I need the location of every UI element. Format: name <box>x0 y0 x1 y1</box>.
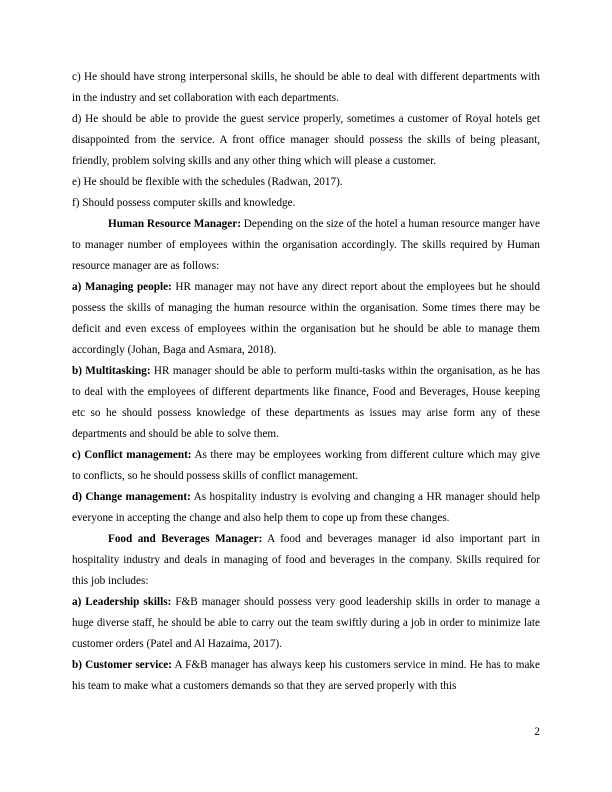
item-heading: d) Change management: <box>72 491 191 503</box>
paragraph-text: HR manager should be able to perform multi-tasks within the organisation, as he has to deal with the employees of different departments like finance, Food and Beverages, House keeping etc so he should possess knowledge of these departments as issues may arise form any of these departments and should be able to solve them. <box>72 365 540 440</box>
item-heading: c) Conflict management: <box>72 449 192 461</box>
item-heading: b) Multitasking: <box>72 365 151 377</box>
paragraph-text: As there may be employees working from different culture which may give to conflicts, so he should possess skills of conflict management. <box>72 449 540 482</box>
paragraph-text: d) He should be able to provide the guest service properly, sometimes a customer of Royal hotels get disappointed from the service. A front office manager should possess the skills of being pleasant, friendly, problem solving skills and any other thing which will please a customer. <box>72 113 540 167</box>
paragraph-d-guest-service <box>72 109 540 172</box>
paragraph-managing-people <box>72 277 540 361</box>
paragraph-f-computer-skills <box>72 193 540 214</box>
paragraph-change-management <box>72 487 540 529</box>
paragraph-text: As hospitality industry is evolving and changing a HR manager should help everyone in accepting the change and also help them to cope up from these changes. <box>72 491 540 524</box>
paragraph-e-flexible <box>72 172 540 193</box>
paragraph-conflict-management <box>72 445 540 487</box>
paragraph-text: A food and beverages manager id also important part in hospitality industry and deals in managing of food and beverages in the company. Skills required for this job includes: <box>72 533 540 587</box>
paragraph-hr-manager <box>72 214 540 277</box>
paragraph-text: Depending on the size of the hotel a human resource manger have to manager number of employees within the organisation accordingly. The skills required by Human resource manager are as follows: <box>72 218 540 272</box>
paragraph-text: c) He should have strong interpersonal skills, he should be able to deal with different departments with in the industry and set collaboration with each departments. <box>72 71 540 104</box>
body-text <box>72 67 540 697</box>
item-heading: a) Managing people: <box>72 281 172 293</box>
item-heading: b) Customer service: <box>72 659 172 671</box>
paragraph-text: f) Should possess computer skills and knowledge. <box>72 197 296 209</box>
section-heading: Human Resource Manager: <box>108 218 241 230</box>
section-heading: Food and Beverages Manager: <box>108 533 263 545</box>
page-number: 2 <box>534 726 540 738</box>
item-heading: a) Leadership skills: <box>72 596 172 608</box>
paragraph-leadership-skills <box>72 592 540 655</box>
paragraph-multitasking <box>72 361 540 445</box>
paragraph-text: e) He should be flexible with the schedules (Radwan, 2017). <box>72 176 343 188</box>
paragraph-fb-manager <box>72 529 540 592</box>
paragraph-text: F&B manager should possess very good leadership skills in order to manage a huge diverse staff, he should be able to carry out the team swiftly during a job in order to minimize late customer orders (Patel and Al Hazaima, 2017). <box>72 596 540 650</box>
paragraph-text: HR manager may not have any direct report about the employees but he should possess the skills of managing the human resource within the organisation. Some times there may be deficit and even excess of employees within the organisation but he should be able to manage them accordingly (Johan, Baga and Asmara, 2018). <box>72 281 541 356</box>
paragraph-c-interpersonal <box>72 67 540 109</box>
paragraph-customer-service <box>72 655 540 697</box>
paragraph-text: A F&B manager has always keep his customers service in mind. He has to make his team to make what a customers demands so that they are served properly with this <box>72 659 540 692</box>
